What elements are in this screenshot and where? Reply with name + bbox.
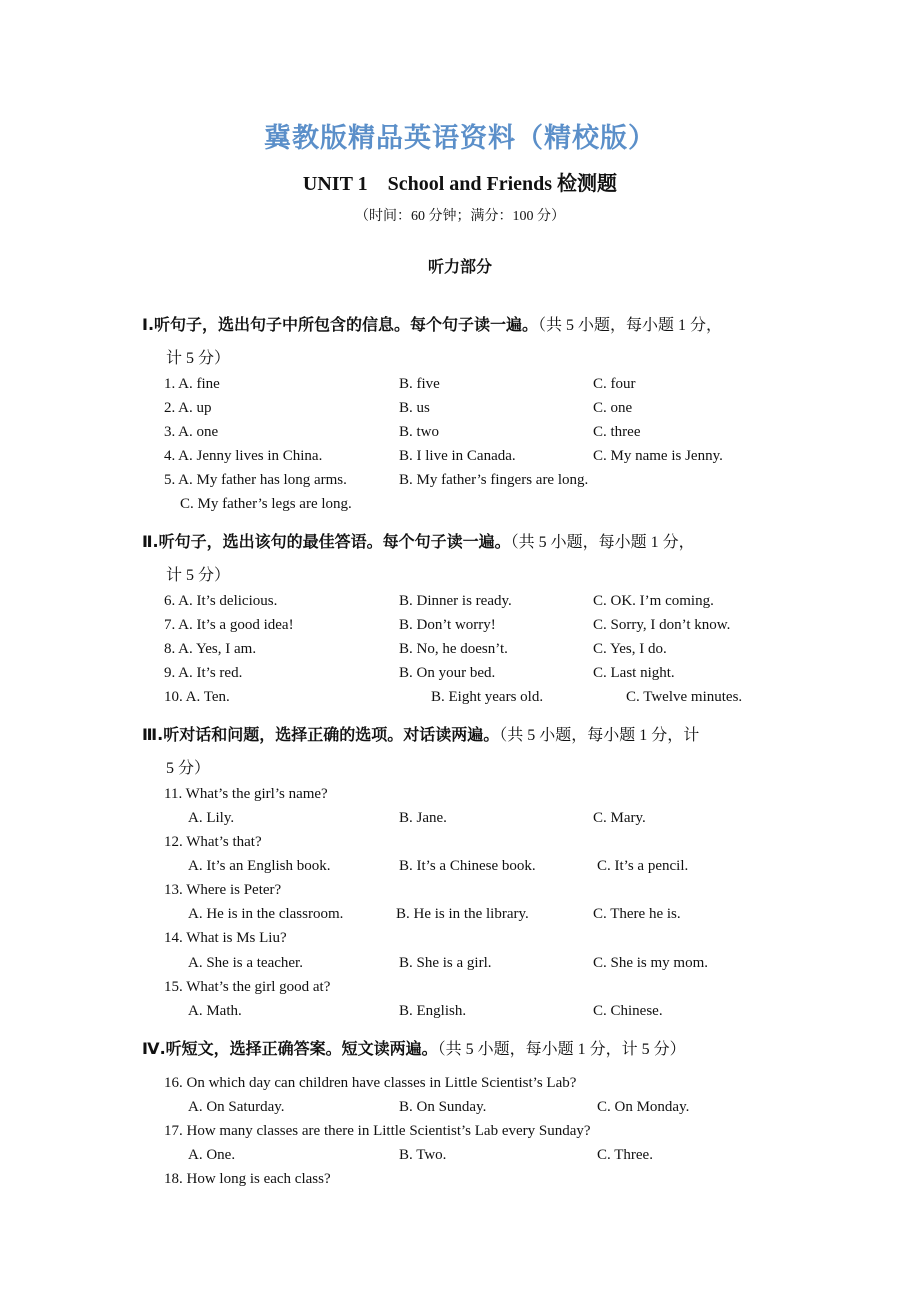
- q1-option-c: C. four: [593, 376, 636, 392]
- q10-option-c: C. Twelve minutes.: [626, 689, 743, 705]
- q13-question: 13. Where is Peter?: [164, 882, 282, 898]
- q10-option-a: 10. A. Ten.: [164, 689, 230, 705]
- q17-option-c: C. Three.: [597, 1147, 653, 1163]
- unit-title: UNIT 1 School and Friends 检测题: [302, 173, 618, 195]
- q1-option-a: 1. A. fine: [164, 376, 220, 392]
- q14-option-c: C. She is my mom.: [593, 955, 709, 971]
- q6-option-c: C. OK. I’m coming.: [593, 593, 714, 609]
- q5-option-b: B. My father’s fingers are long.: [399, 472, 589, 488]
- section-3-title: Ⅲ.听对话和问题，选择正确的选项。对话读两遍。: [142, 725, 500, 744]
- section-3-note-cont: 5 分）: [166, 760, 211, 777]
- banner-title: 冀教版精品英语资料（精校版）: [264, 123, 656, 154]
- section-1-note-cont: 计 5 分）: [166, 350, 231, 367]
- section-2-note-cont: 计 5 分）: [166, 567, 231, 584]
- q6-option-b: B. Dinner is ready.: [399, 593, 512, 609]
- q14-option-a: A. She is a teacher.: [188, 955, 303, 971]
- q5-option-c: C. My father’s legs are long.: [180, 496, 352, 512]
- q9-option-a: 9. A. It’s red.: [164, 665, 243, 681]
- q3-option-b: B. two: [399, 424, 440, 440]
- section-2-heading: [142, 532, 695, 553]
- q12-option-a: A. It’s an English book.: [188, 858, 331, 874]
- section-2-title: Ⅱ.听句子，选出该句的最佳答语。每个句子读一遍。: [142, 532, 511, 551]
- q15-option-c: C. Chinese.: [593, 1003, 663, 1019]
- q15-option-a: A. Math.: [188, 1003, 242, 1019]
- q18-question: 18. How long is each class?: [164, 1171, 331, 1187]
- exam-meta: （时间：60 分钟；满分：100 分）: [355, 209, 565, 224]
- section-4-note: （共 5 小题，每小题 1 分，计 5 分）: [437, 1041, 686, 1058]
- q4-option-a: 4. A. Jenny lives in China.: [164, 448, 323, 464]
- q2-option-a: 2. A. up: [164, 400, 212, 416]
- q12-option-b: B. It’s a Chinese book.: [399, 858, 536, 874]
- q3-option-c: C. three: [593, 424, 641, 440]
- q11-question: 11. What’s the girl’s name?: [164, 786, 328, 802]
- q11-option-a: A. Lily.: [188, 810, 235, 826]
- section-4-title: Ⅳ.听短文，选择正确答案。短文读两遍。: [142, 1039, 438, 1058]
- q14-question: 14. What is Ms Liu?: [164, 930, 287, 946]
- section-4-heading: [142, 1039, 686, 1060]
- q9-option-c: C. Last night.: [593, 665, 675, 681]
- q12-option-c: C. It’s a pencil.: [597, 858, 689, 874]
- q3-option-a: 3. A. one: [164, 424, 219, 440]
- q15-option-b: B. English.: [399, 1003, 467, 1019]
- q11-option-b: B. Jane.: [399, 810, 447, 826]
- section-3-note: （共 5 小题，每小题 1 分，计: [499, 727, 700, 744]
- q13-option-b: B. He is in the library.: [396, 906, 529, 922]
- q5-option-a: 5. A. My father has long arms.: [164, 472, 347, 488]
- q16-option-b: B. On Sunday.: [399, 1099, 487, 1115]
- q13-option-c: C. There he is.: [593, 906, 681, 922]
- q7-option-c: C. Sorry, I don’t know.: [593, 617, 731, 633]
- q17-option-a: A. One.: [188, 1147, 236, 1163]
- q8-option-c: C. Yes, I do.: [593, 641, 667, 657]
- section-1-title: Ⅰ.听句子，选出句子中所包含的信息。每个句子读一遍。: [142, 315, 539, 334]
- section-2-note: （共 5 小题，每小题 1 分，: [510, 534, 695, 551]
- q17-question: 17. How many classes are there in Little Scientist’s Lab every Sunday?: [164, 1123, 591, 1139]
- section-3-heading: [142, 725, 699, 746]
- q4-option-c: C. My name is Jenny.: [593, 448, 723, 464]
- q16-option-c: C. On Monday.: [597, 1099, 690, 1115]
- part-title: 听力部分: [427, 257, 492, 276]
- q14-option-b: B. She is a girl.: [399, 955, 492, 971]
- q15-question: 15. What’s the girl good at?: [164, 979, 331, 995]
- q2-option-b: B. us: [399, 400, 430, 416]
- section-1-note: （共 5 小题，每小题 1 分，: [538, 317, 723, 334]
- q12-question: 12. What’s that?: [164, 834, 262, 850]
- q17-option-b: B. Two.: [399, 1147, 447, 1163]
- q10-option-b: B. Eight years old.: [431, 689, 544, 705]
- q16-question: 16. On which day can children have classes in Little Scientist’s Lab?: [164, 1075, 577, 1091]
- q1-option-b: B. five: [399, 376, 440, 392]
- q4-option-b: B. I live in Canada.: [399, 448, 516, 464]
- q11-option-c: C. Mary.: [593, 810, 646, 826]
- q7-option-b: B. Don’t worry!: [399, 617, 496, 633]
- q9-option-b: B. On your bed.: [399, 665, 496, 681]
- q13-option-a: A. He is in the classroom.: [188, 906, 344, 922]
- q16-option-a: A. On Saturday.: [188, 1099, 285, 1115]
- q8-option-b: B. No, he doesn’t.: [399, 641, 508, 657]
- q7-option-a: 7. A. It’s a good idea!: [164, 617, 294, 633]
- section-1-heading: [142, 315, 722, 336]
- q2-option-c: C. one: [593, 400, 633, 416]
- q6-option-a: 6. A. It’s delicious.: [164, 593, 278, 609]
- q8-option-a: 8. A. Yes, I am.: [164, 641, 257, 657]
